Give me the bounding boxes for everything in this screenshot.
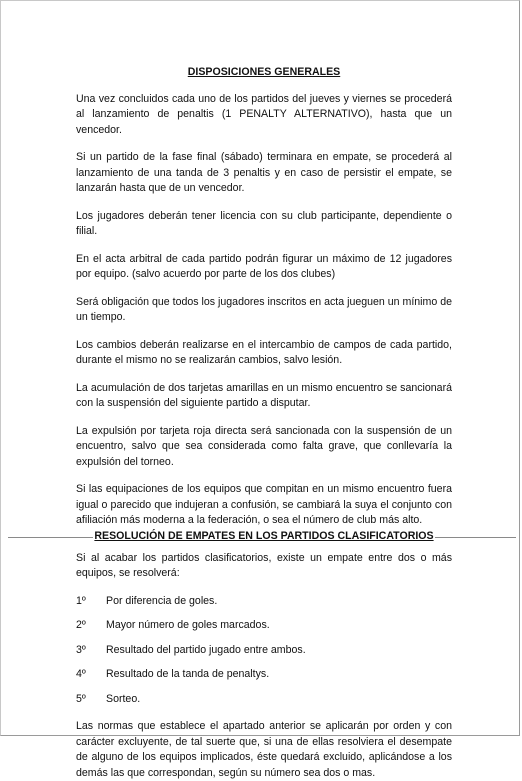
paragraph-penalties-weekdays: Una vez concluidos cada uno de los partidos del jueves y viernes se procederá al lanzamiento de penaltis (1 PENALTY ALTERNATIVO), hasta que un vencedor. — [76, 92, 452, 136]
list-item — [76, 667, 452, 683]
paragraph-substitutions: Los cambios deberán realizarse en el intercambio de campos de cada partido, durante el mismo no se realizarán cambios, salvo lesión. — [76, 338, 452, 366]
criterion-text: Por diferencia de goles. — [106, 594, 218, 607]
paragraph-max-players: En el acta arbitral de cada partido podrán figurar un máximo de 12 jugadores por equipo. (salvo acuerdo por parte de los dos clubes) — [76, 252, 452, 280]
paragraph-min-playtime: Será obligación que todos los jugadores inscritos en acta jueguen un mínimo de un tiempo. — [76, 295, 452, 323]
section-divider — [76, 529, 452, 545]
criterion-number: 5º — [76, 692, 86, 705]
criterion-text: Resultado de la tanda de penaltys. — [106, 668, 270, 680]
list-item — [76, 643, 452, 659]
criterion-number: 1º — [76, 594, 86, 607]
paragraph-licence: Los jugadores deberán tener licencia con su club participante, dependiente o filial. — [76, 209, 452, 237]
criterion-number: 4º — [76, 668, 86, 680]
section-title-general: DISPOSICIONES GENERALES — [187, 66, 341, 78]
paragraph-red-card: La expulsión por tarjeta roja directa será sancionada con la suspensión de un encuentro, salvo que sea considerada como falta grave, que conllevaría la expulsión del torneo. — [76, 424, 452, 468]
paragraph-tiebreak-closing: Las normas que establece el apartado anterior se aplicarán por orden y con carácter excluyente, de tal suerte que, si una de ellas resolviera el desempate de alguno de los equipos implicados, éste quedará excluido, aplicándose a los demás las que correspondan, según su número sea dos o mas. — [76, 720, 452, 779]
list-item — [76, 618, 452, 634]
paragraph-tiebreak-intro: Si al acabar los partidos clasificatorios, existe un empate entre dos o más equipos, se resolverá: — [76, 551, 452, 579]
criterion-text: Mayor número de goles marcados. — [106, 619, 270, 631]
criterion-text: Sorteo. — [106, 692, 141, 705]
paragraph-yellow-cards: La acumulación de dos tarjetas amarillas en un mismo encuentro se sancionará con la suspensión del siguiente partido a disputar. — [76, 381, 452, 409]
paragraph-penalties-final: Si un partido de la fase final (sábado) terminara en empate, se procederá al lanzamiento de una tanda de 3 penaltis y en caso de persistir el empate, se lanzarán hasta que de un vencedor. — [76, 151, 452, 194]
list-item — [76, 692, 452, 708]
section-title-tiebreak-text: RESOLUCIÓN DE EMPATES EN LOS PARTIDOS CLASIFICATORIOS — [94, 529, 434, 542]
paragraph-kits: Si las equipaciones de los equipos que compitan en un mismo encuentro fuera igual o parecido que indujeran a confusión, se cambiará la suya el conjunto con afiliación más moderna a la federación, o sea el número de club más alto. — [76, 483, 452, 526]
tiebreak-criteria-list — [76, 594, 452, 708]
section-title-tiebreak — [76, 529, 452, 545]
document-page — [76, 62, 452, 781]
criterion-text: Resultado del partido jugado entre ambos. — [106, 643, 306, 656]
list-item — [76, 594, 452, 610]
criterion-number: 3º — [76, 643, 86, 656]
criterion-number: 2º — [76, 619, 86, 631]
